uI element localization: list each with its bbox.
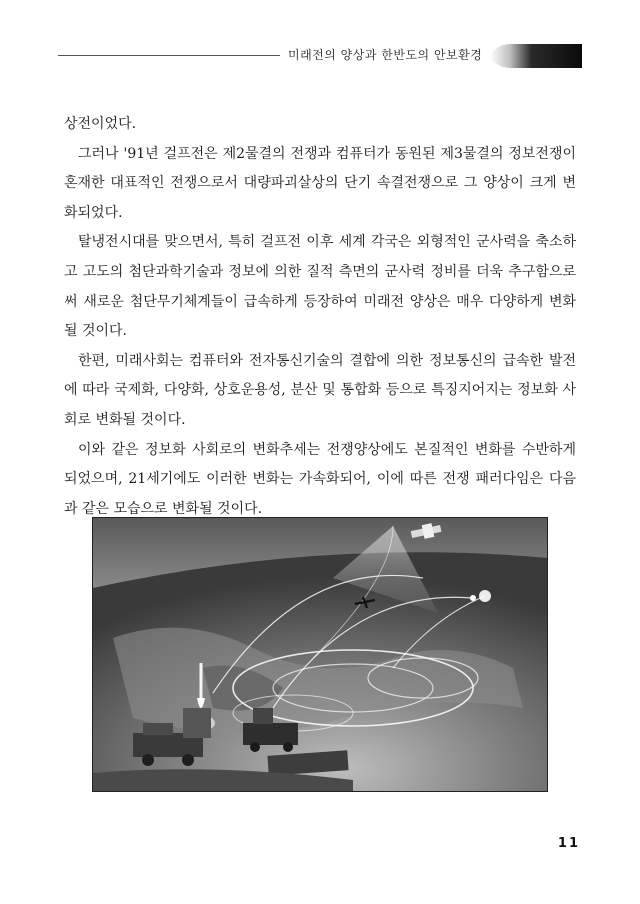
paragraph-gulf-war: 그러나 '91년 걸프전은 제2물결의 전쟁과 컴퓨터가 동원된 제3물결의 정보전쟁이 혼재한 대표적인 전쟁으로서 대량파괴살상의 단기 속결전쟁으로 그 양상이 크게 변화되었다. — [64, 145, 576, 221]
body-text — [64, 110, 576, 524]
header-title: 미래전의 양상과 한반도의 안보환경 — [288, 48, 483, 62]
header-rule — [58, 55, 280, 56]
paragraph-war-paradigm: 이와 같은 정보화 사회로의 변화추세는 전쟁양상에도 본질적인 변화를 수반하게 되었으며, 21세기에도 이러한 변화는 가속화되어, 이에 따른 전쟁 패러다임은 다음과 같은 모습으로 변화될 것이다. — [64, 441, 576, 517]
running-header — [0, 40, 640, 72]
future-warfare-illustration — [92, 517, 548, 792]
page-number: 11 — [557, 836, 580, 851]
header-tab-marker — [488, 44, 582, 68]
paragraph-post-cold-war: 탈냉전시대를 맞으면서, 특히 걸프전 이후 세계 각국은 외형적인 군사력을 축소하고 고도의 첨단과학기술과 정보에 의한 질적 측면의 군사력 정비를 더욱 추구함으로써 새로운 첨단무기체계들이 급속하게 등장하여 미래전 양상은 매우 다양하게 변화될 것이다. — [64, 234, 576, 340]
paragraph-continuation: 상전이었다. — [64, 116, 137, 132]
paragraph-information-society: 한편, 미래사회는 컴퓨터와 전자통신기술의 결합에 의한 정보통신의 급속한 발전에 따라 국제화, 다양화, 상호운용성, 분산 및 통합화 등으로 특징지어지는 정보화 사회로 변화될 것이다. — [64, 352, 576, 428]
